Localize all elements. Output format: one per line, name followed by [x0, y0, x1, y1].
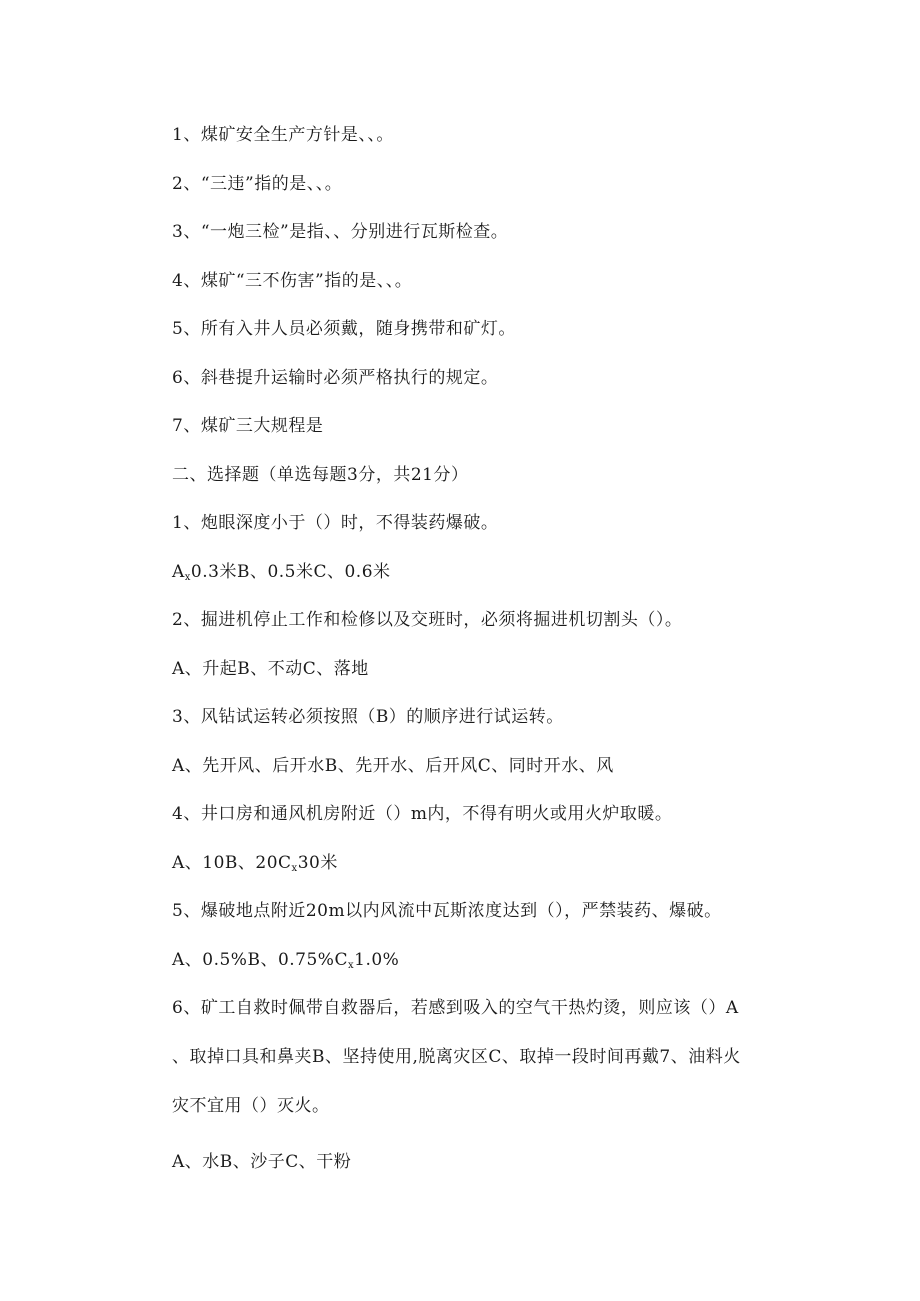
fill-blank-question-6: 6、斜巷提升运输时必须严格执行的规定。	[172, 368, 499, 388]
section-heading-choice: 二、选择题（单选每题3分，共21分）	[172, 465, 469, 485]
option-values-post: 1.0%	[354, 950, 400, 970]
choice-question-4-options	[172, 852, 812, 880]
fill-blank-question-3: 3、“一炮三检”是指、、分别进行瓦斯检查。	[172, 222, 509, 242]
choice-question-1: 1、炮眼深度小于（）时，不得装药爆破。	[172, 513, 499, 533]
fill-blank-question-7: 7、煤矿三大规程是	[172, 416, 324, 436]
choice-question-3: 3、风钻试运转必须按照（B）的顺序进行试运转。	[172, 707, 564, 727]
option-subscript: x	[291, 863, 298, 874]
choice-question-5: 5、爆破地点附近20m以内风流中瓦斯浓度达到（），严禁装药、爆破。	[172, 901, 722, 921]
fill-blank-question-2: 2、“三违”指的是、、。	[172, 174, 343, 194]
choice-question-4: 4、井口房和通风机房附近（）m内，不得有明火或用火炉取暖。	[172, 804, 673, 824]
option-values: 0.3米B、0.5米C、0.6米	[190, 562, 391, 582]
choice-question-6-line-2: 、取掉口具和鼻夹B、坚持使用,脱离灾区C、取掉一段时间再戴7、油料火	[172, 1047, 741, 1067]
choice-question-2: 2、掘进机停止工作和检修以及交班时，必须将掘进机切割头（）。	[172, 610, 683, 630]
option-label-a: A	[172, 562, 185, 582]
choice-question-2-options: A、升起B、不动C、落地	[172, 659, 369, 679]
choice-question-1-options	[172, 561, 812, 589]
choice-question-7: 灾不宜用（）灭火。	[172, 1096, 330, 1116]
option-values-pre: A、10B、20C	[172, 853, 292, 873]
fill-blank-question-5: 5、所有入井人员必须戴，随身携带和矿灯。	[172, 319, 516, 339]
choice-question-3-options: A、先开风、后开水B、先开水、后开风C、同时开水、风	[172, 756, 614, 776]
option-subscript: x	[184, 572, 191, 583]
option-subscript: x	[347, 960, 355, 971]
choice-question-7-options: A、水B、沙子C、干粉	[172, 1152, 352, 1172]
fill-blank-question-4: 4、煤矿“三不伤害”指的是、、。	[172, 271, 413, 291]
choice-question-5-options	[172, 949, 812, 977]
option-values-post: 30米	[297, 853, 338, 873]
fill-blank-question-1: 1、煤矿安全生产方针是、、。	[172, 125, 394, 145]
option-values-pre: A、0.5%B、0.75%C	[172, 950, 348, 970]
choice-question-6-line-1: 6、矿工自救时佩带自救器后，若感到吸入的空气干热灼烫，则应该（）A	[172, 998, 739, 1018]
